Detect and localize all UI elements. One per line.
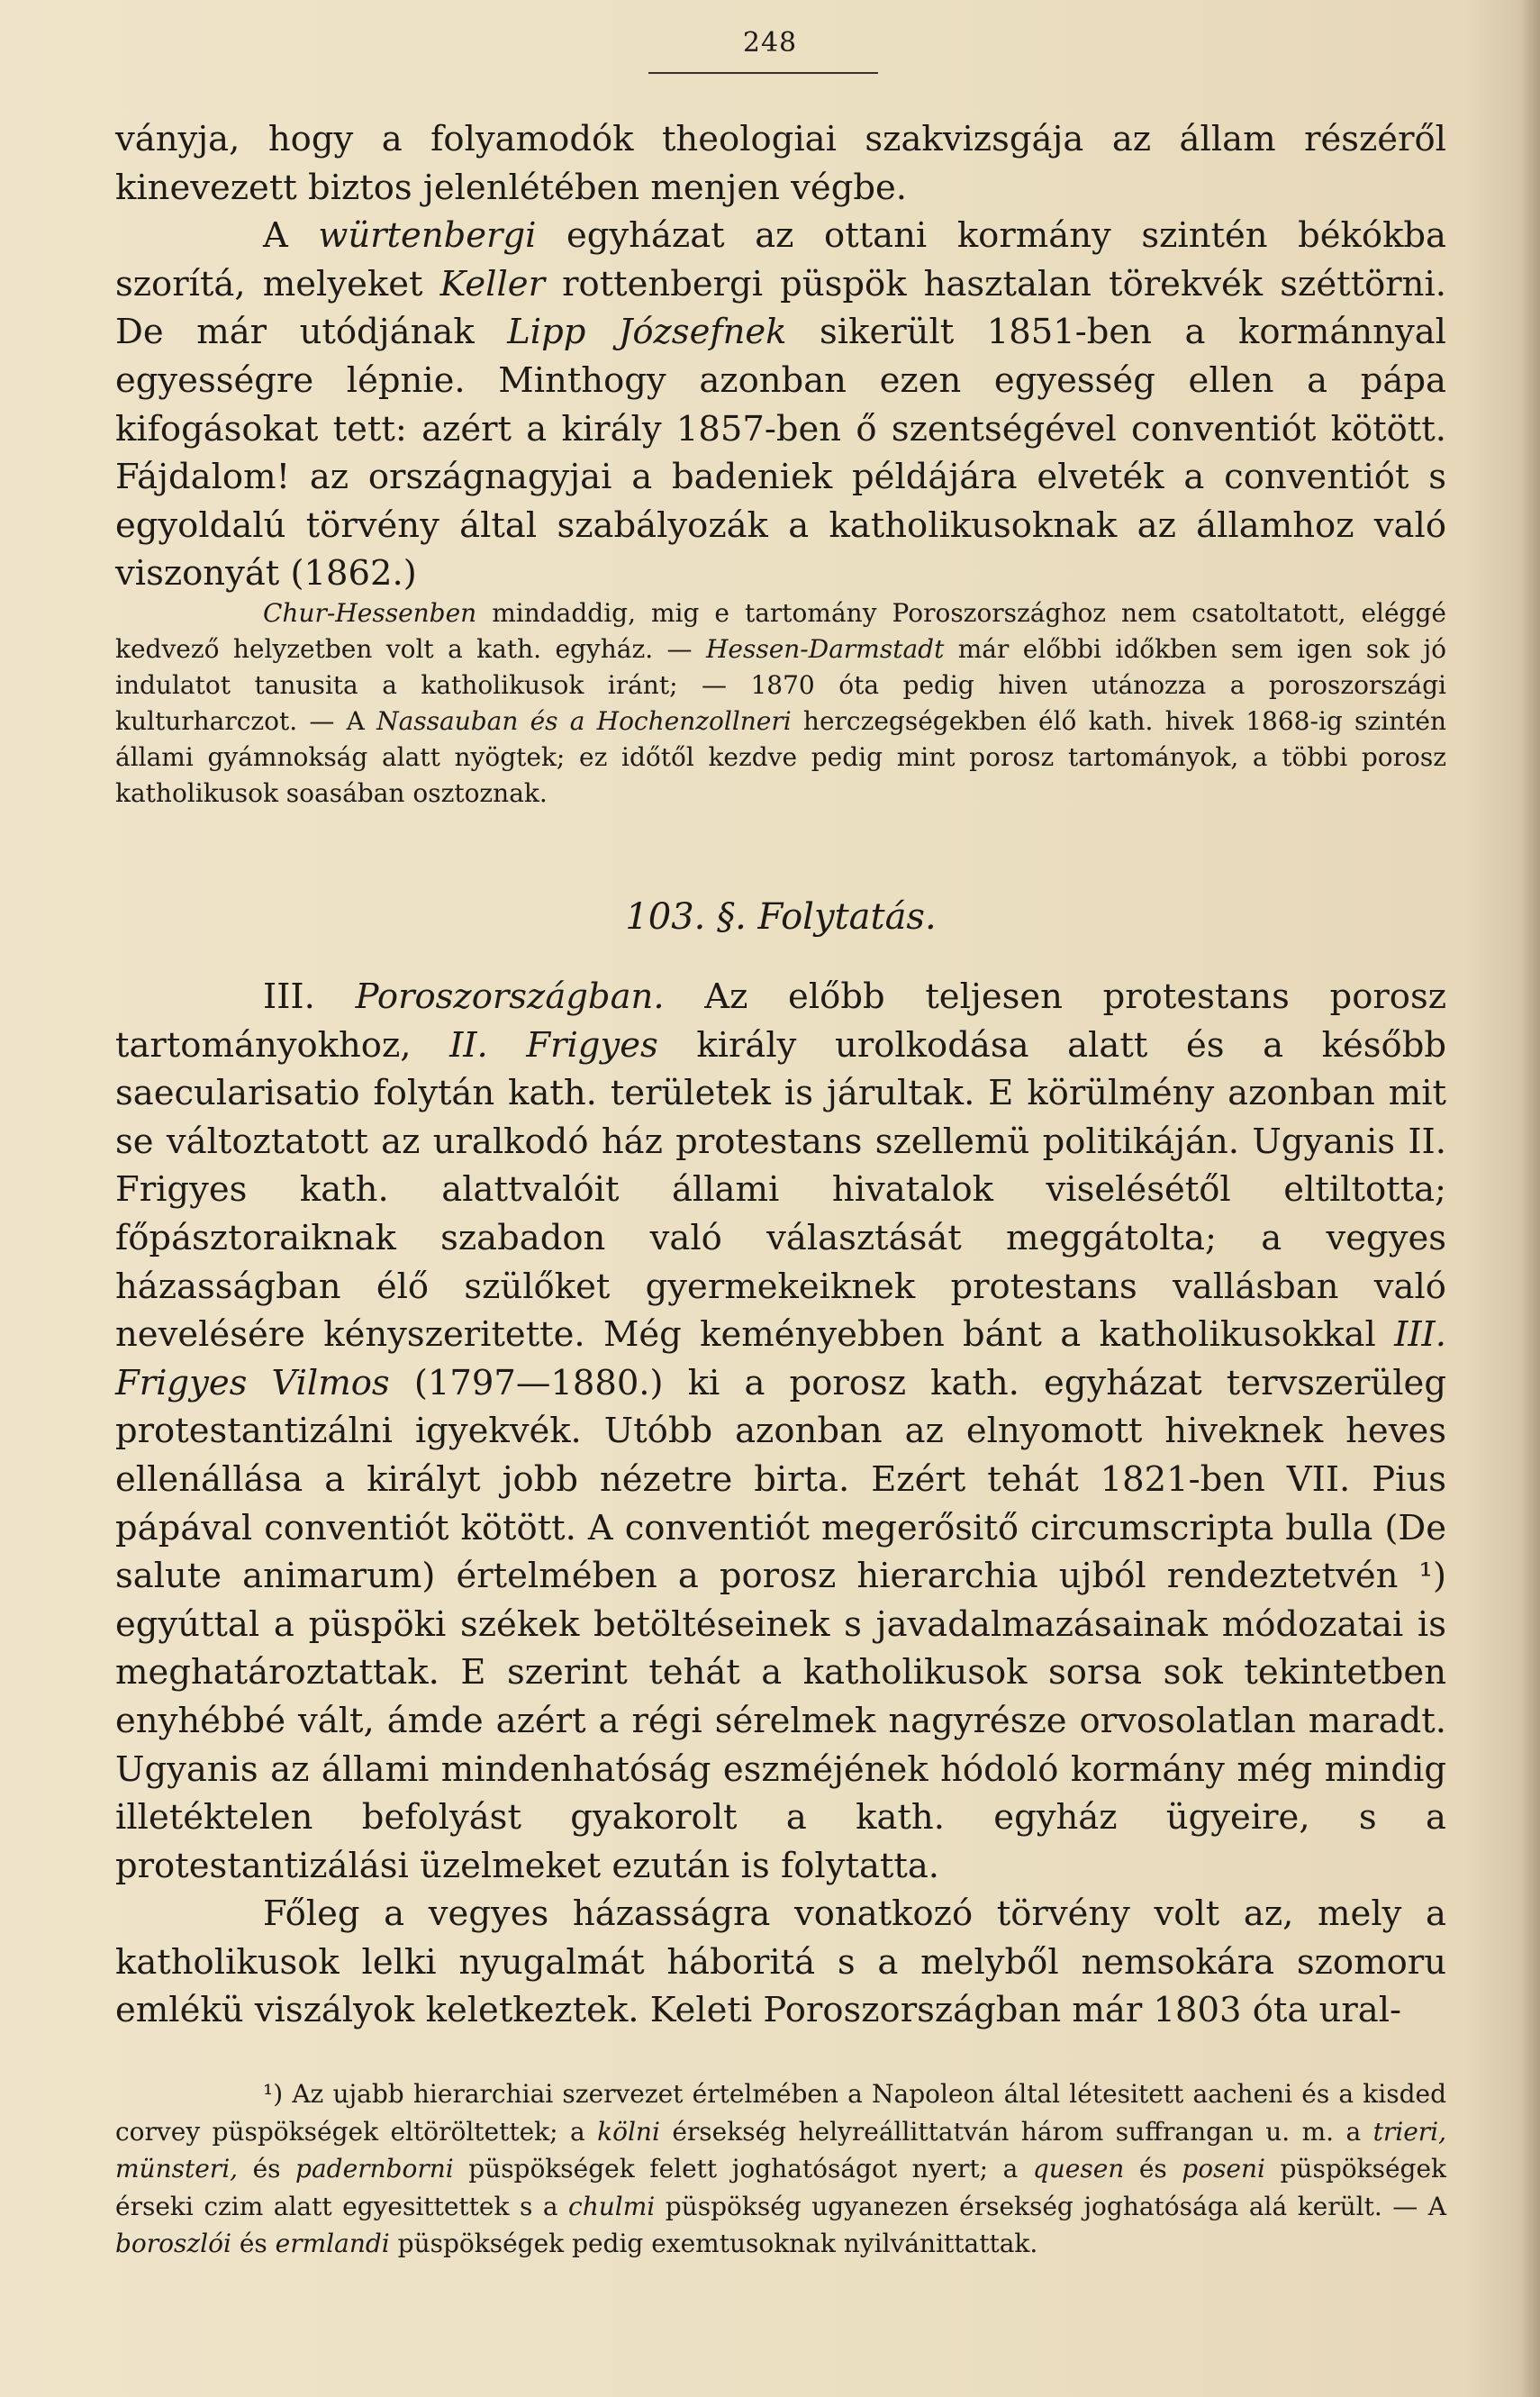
- section-heading-wrap: [115, 896, 1446, 938]
- small-paragraph: Chur-Hessenben mindaddig, mig e tartomány Poroszországhoz nem csatoltatott, eléggé kedvező helyzetben volt a kath. egyház. — Hessen-Darmstadt már előbbi időkben sem igen sok jó indulatot tanusita a katholikusok iránt; — 1870 óta pedig hiven utánozza a poroszországi kulturharczot. — A Nassauban és a Hochenzollneri herczegségekben élő kath. hivek 1868-ig szintén állami gyámnokság alatt nyögtek; ez időtől kezdve pedig mint porosz tartományok, a többi porosz katholikusok soasában osztoznak.: [115, 598, 1446, 808]
- small-print-section: [115, 595, 1446, 812]
- section-heading: 103. §. Folytatás.: [625, 896, 937, 938]
- page-number-rule: [648, 72, 878, 74]
- footnote: ¹) Az ujabb hierarchiai szervezet értelmében a Napoleon által létesitett aacheni és a kisded corvey püspökségek eltöröltettek; a kölni érsekség helyreállittatván három suffrangan u. m. a trieri, münsteri, és padernborni püspökségek felett joghatóságot nyert; a quesen és poseni püspökségek érseki czim alatt egyesittettek s a chulmi püspökség ugyanezen érsekség joghatósága alá került. — A boroszlói és ermlandi püspökségek pedig exemtusoknak nyilvánittattak.: [115, 2079, 1447, 2258]
- paragraph-4: Főleg a vegyes házasságra vonatkozó törvény volt az, mely a katholikusok lelki nyugalmát háboritá s a melyből nemsokára szomoru emlékü viszályok keletkeztek. Keleti Poroszországban már 1803 óta ural-: [115, 1893, 1446, 2031]
- footnote-section: [115, 2075, 1446, 2263]
- paragraph-2: A würtenbergi egyházat az ottani kormány szintén békókba szorítá, melyeket Keller rottenbergi püspök hasztalan törekvék széttörni. De már utódjának Lipp Józsefnek sikerült 1851-ben a kormánnyal egyességre lépnie. Minthogy azonban ezen egyesség ellen a pápa kifogásokat tett: azért a király 1857-ben ő szentségével conventiót kötött. Fájdalom! az országnagyjai a badeniek példájára elveték a conventiót s egyoldalú törvény által szabályozák a katholikusoknak az államhoz való viszonyát (1862.): [115, 215, 1446, 595]
- paragraph-3: III. Poroszországban. Az előbb teljesen protestans porosz tartományokhoz, II. Frigyes király urolkodása alatt és a később saecularisatio folytán kath. területek is járultak. E körülmény azonban mit se változtatott az uralkodó ház protestans szellemü politikáján. Ugyanis II. Frigyes kath. alattvalóit állami hivatalok viselésétől eltiltotta; főpásztoraiknak szabadon való választását meggátolta; a vegyes házasságban élő szülőket gyermekeiknek protestans vallásban való nevelésére kényszeritette. Még keményebben bánt a katholikusokkal III. Frigyes Vilmos (1797—1880.) ki a porosz kath. egyházat tervszerüleg protestantizálni igyekvék. Utóbb azonban az elnyomott hiveknek heves ellenállása a királyt jobb nézetre birta. Ezért tehát 1821-ben VII. Pius pápával conventiót kötött. A conventiót megerősitő circumscripta bulla (De salute animarum) értelmében a porosz hierarchia ujból rendeztetvén ¹) egyúttal a püspöki székek betöltéseinek s javadalmazásainak módozatai is meghatároztattak. E szerint tehát a katholikusok sorsa sok tekintetben enyhébbé vált, ámde azért a régi sérelmek nagyrésze orvosolatlan maradt. Ugyanis az állami mindenhatóság eszméjének hódoló kormány még mindig illetéktelen befolyást gyakorolt a kath. egyház ügyeire, s a protestantizálási üzelmeket ezután is folytatta.: [115, 976, 1446, 1886]
- page-edge-shadow: [1520, 0, 1540, 2397]
- main-text-top: [115, 115, 1446, 598]
- paragraph-1: ványja, hogy a folyamodók theologiai szakvizsgája az állam részéről kinevezett biztos jelenlétében menjen végbe.: [115, 119, 1446, 208]
- main-text-bottom: [115, 973, 1446, 2035]
- page-number: 248: [742, 27, 798, 59]
